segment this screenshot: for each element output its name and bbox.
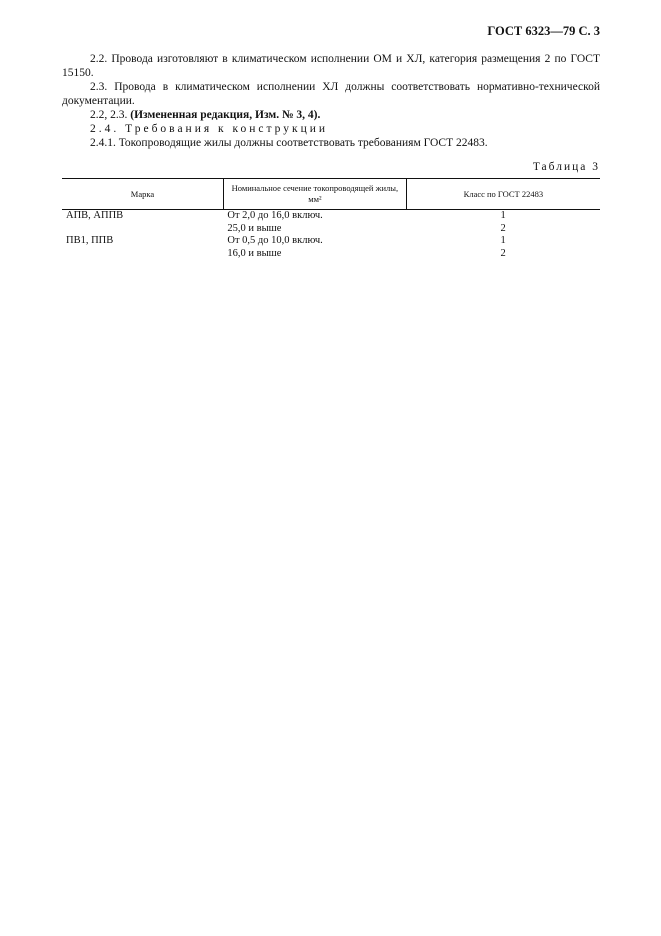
- table3-cell: От 0,5 до 10,0 включ.: [227, 235, 323, 246]
- page-header: ГОСТ 6323—79 С. 3: [487, 24, 600, 38]
- table3-cell: 1: [500, 235, 506, 246]
- table-row: [62, 210, 600, 223]
- para-amend-1: 2.2, 2.3. (Измененная редакция, Изм. № 3, 4).: [90, 109, 321, 121]
- table3-header-section: Номинальное сечение токопроводящей жилы, мм²: [223, 179, 406, 210]
- table3-cell: АПВ, АППВ: [66, 210, 124, 221]
- table3-caption: Таблица 3: [532, 161, 600, 173]
- table3-header-class: Класс по ГОСТ 22483: [406, 179, 600, 210]
- table3-cell: 2: [500, 247, 506, 259]
- table3-cell: 16,0 и выше: [227, 247, 282, 259]
- table3-cell: 2: [500, 222, 506, 234]
- para-2-2: 2.2. Провода изготовляют в климатическом исполнении ОМ и ХЛ, категория размещения 2 по ГОСТ 15150.: [62, 53, 600, 79]
- table-row: [62, 248, 600, 261]
- table3-cell: 1: [500, 210, 506, 221]
- para-2-3: 2.3. Провода в климатическом исполнении ХЛ должны соответствовать нормативно-технической документации.: [62, 81, 600, 107]
- table-row: [62, 235, 600, 248]
- table3-cell: [62, 248, 223, 261]
- para-2-4-1: 2.4.1. Токопроводящие жилы должны соответствовать требованиям ГОСТ 22483.: [90, 137, 488, 149]
- table-3: [62, 178, 600, 260]
- table3-cell: [62, 223, 223, 236]
- table3-cell: ПВ1, ППВ: [66, 235, 114, 246]
- para-2-4: 2.4. Требования к конструкции: [90, 123, 329, 135]
- document-page: [62, 24, 600, 260]
- table3-cell: 25,0 и выше: [227, 222, 282, 234]
- table3-cell: От 2,0 до 16,0 включ.: [227, 210, 323, 221]
- table-row: [62, 223, 600, 236]
- table3-header-mark: Марка: [62, 179, 223, 210]
